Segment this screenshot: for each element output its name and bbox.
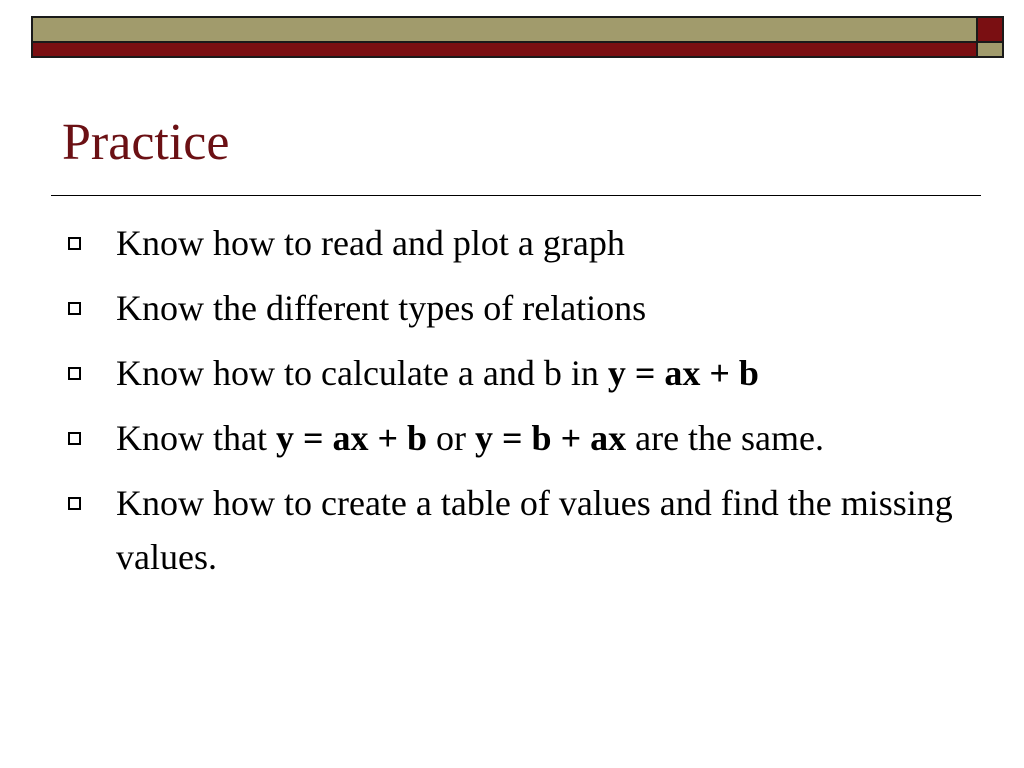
- bullet-text: Know that: [116, 418, 276, 458]
- bullet-item-equations-same: [64, 411, 964, 465]
- bullet-text-tail: are the same.: [626, 418, 825, 458]
- hollow-square-bullet-icon: [68, 497, 81, 510]
- bullet-text: Know how to calculate a and b in: [116, 353, 608, 393]
- title-underline-divider: [51, 195, 981, 196]
- header-decorative-band: [31, 16, 978, 58]
- hollow-square-bullet-icon: [68, 432, 81, 445]
- bullet-item-types-of-relations: [64, 281, 964, 335]
- hollow-square-bullet-icon: [68, 302, 81, 315]
- bullet-text-connector: or: [427, 418, 476, 458]
- bullet-item-calculate-a-b: [64, 346, 964, 400]
- bullet-item-table-of-values: [64, 476, 964, 584]
- bullet-equation-second: y = b + ax: [475, 418, 627, 458]
- header-corner-block: [978, 16, 1004, 58]
- bullet-equation: y = ax + b: [607, 353, 759, 393]
- bullet-text: Know the different types of relations: [116, 288, 647, 328]
- hollow-square-bullet-icon: [68, 237, 81, 250]
- bullet-text: Know how to create a table of values and find the missing values.: [116, 483, 953, 577]
- header-olive-strip: [33, 18, 976, 43]
- hollow-square-bullet-icon: [68, 367, 81, 380]
- slide-title: Practice: [62, 114, 230, 171]
- header-corner-red-square: [978, 18, 1002, 43]
- bullet-item-read-plot-graph: [64, 216, 964, 270]
- bullet-text: Know how to read and plot a graph: [116, 223, 625, 263]
- bullet-equation-first: y = ax + b: [275, 418, 428, 458]
- bullet-list: [64, 216, 964, 595]
